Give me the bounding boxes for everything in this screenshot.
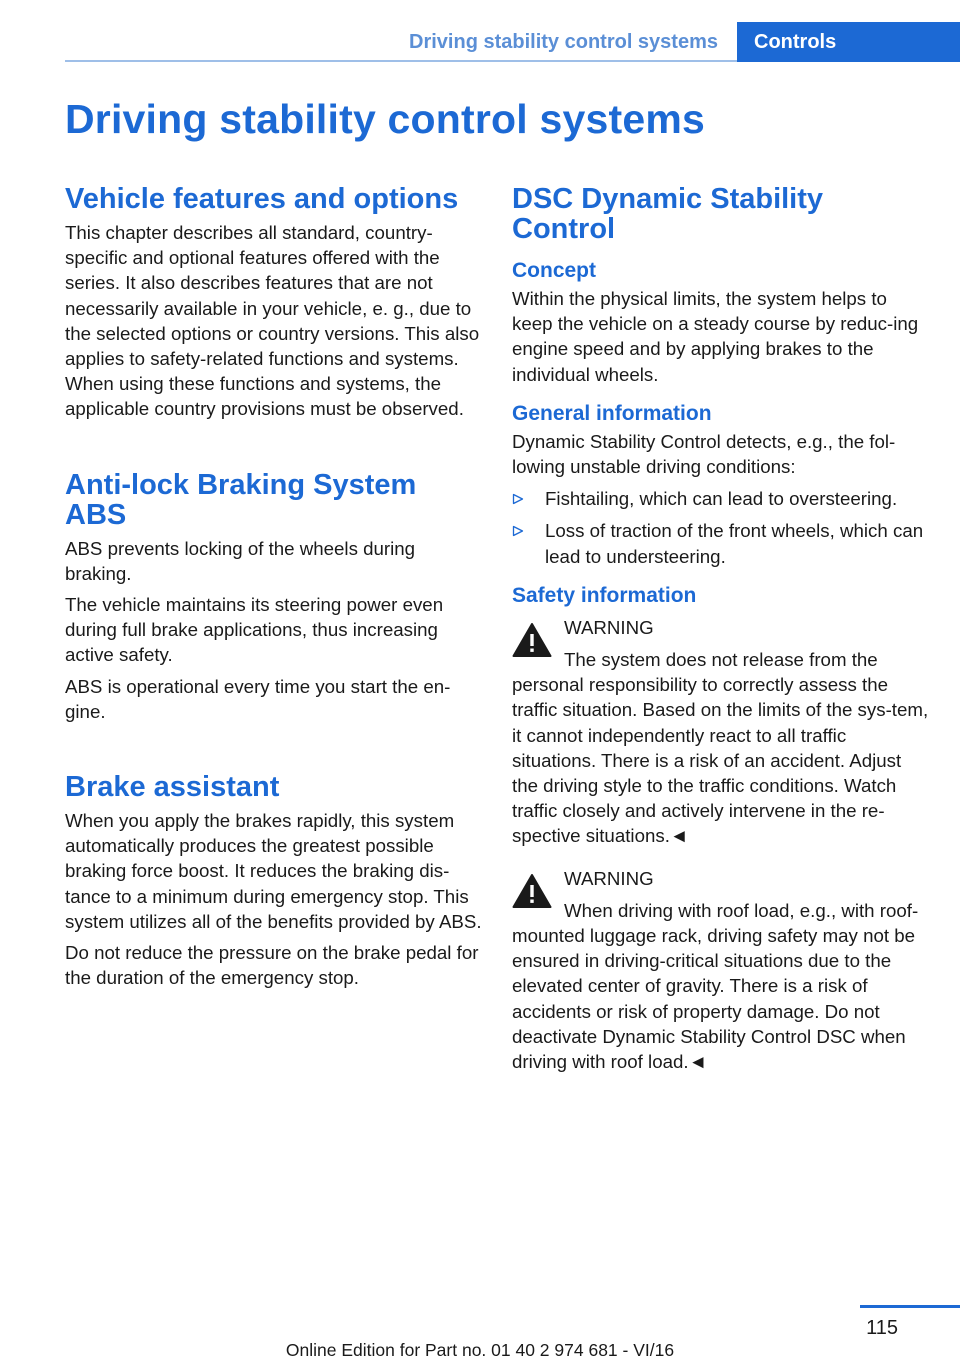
header-section-title: Driving stability control systems	[409, 31, 718, 53]
warning-block	[512, 866, 932, 1075]
warning-triangle-icon	[512, 622, 552, 658]
abs-paragraph-3: ABS is operational every time you start the en‐gine.	[65, 675, 451, 722]
triangle-right-icon	[512, 493, 524, 505]
header-chapter-label: Controls	[754, 31, 837, 53]
vehicle-features-text: This chapter describes all standard, country-specific and optional features offered with the series. It also describes features that are not necessarily available in your vehicle, e. g., due to the selected options or country versions. This also applies to safety-related functions and systems. When using these functions and systems, the applicable country provisions must be observed.	[65, 222, 480, 420]
footer-rule	[860, 1305, 960, 1308]
heading-safety-information: Safety information	[512, 583, 697, 607]
right-column	[512, 184, 932, 1074]
page-title: Driving stability control systems	[65, 96, 705, 142]
page-header	[0, 0, 960, 62]
heading-brake-assistant: Brake assistant	[65, 771, 280, 804]
list-item-text: Fishtailing, which can lead to oversteering.	[545, 488, 898, 510]
triangle-right-icon	[512, 525, 524, 537]
abs-paragraph-2: The vehicle maintains its steering power even during full brake applications, thus increasing active safety.	[65, 594, 444, 666]
left-column	[65, 184, 483, 990]
edition-footer: Online Edition for Part no. 01 40 2 974 681 - VI/16	[285, 1340, 675, 1360]
heading-general-information: General information	[512, 401, 712, 425]
warning-text: When driving with roof load, e.g., with roof-mounted luggage rack, driving safety may not be ensured in driving-critical situations due to the elevated center of gravity. There is a risk of accidents or risk of property damage. Do not deactivate Dynamic Stability Control DSC when driving with roof load.◄	[512, 899, 919, 1073]
general-information-text: Dynamic Stability Control detects, e.g., the fol‐lowing unstable driving conditions:	[512, 430, 896, 478]
warning-triangle-icon	[512, 873, 552, 909]
page-number: 115	[866, 1317, 898, 1339]
warning-block	[512, 615, 932, 849]
heading-concept: Concept	[512, 259, 596, 282]
brake-assistant-paragraph-1: When you apply the brakes rapidly, this system automatically produces the greatest possible braking force boost. It reduces the braking dis‐tance to a minimum during emergency stop. This system utilizes all of the benefits provided by ABS.	[65, 810, 482, 932]
warning-label: WARNING	[564, 867, 654, 889]
heading-abs: Anti-lock Braking System ABS	[65, 468, 417, 531]
list-item-text: Loss of traction of the front wheels, which can lead to understeering.	[545, 520, 924, 567]
header-rule	[65, 60, 737, 62]
header-chapter-tab	[737, 22, 960, 62]
heading-vehicle-features: Vehicle features and options	[65, 183, 459, 215]
list-item	[512, 486, 932, 511]
concept-text: Within the physical limits, the system helps to keep the vehicle on a steady course by reduc‐ing engine speed and by applying brakes to the individual wheels.	[512, 288, 919, 385]
warning-text: The system does not release from the personal responsibility to correctly assess the traffic situation. Based on the limits of the sys‐tem, it cannot independently react to all traffic situations. There is a risk of an accident. Adjust the driving style to the traffic conditions. Watch traffic closely and actively intervene in the re‐spective situations.◄	[512, 649, 929, 847]
list-item	[512, 518, 932, 568]
condition-list	[512, 486, 932, 569]
abs-paragraph-1: ABS prevents locking of the wheels during braking.	[65, 537, 416, 584]
brake-assistant-paragraph-2: Do not reduce the pressure on the brake pedal for the duration of the emergency stop.	[65, 942, 479, 989]
warning-label: WARNING	[564, 616, 654, 638]
heading-dsc: DSC Dynamic Stability Control	[512, 183, 824, 245]
